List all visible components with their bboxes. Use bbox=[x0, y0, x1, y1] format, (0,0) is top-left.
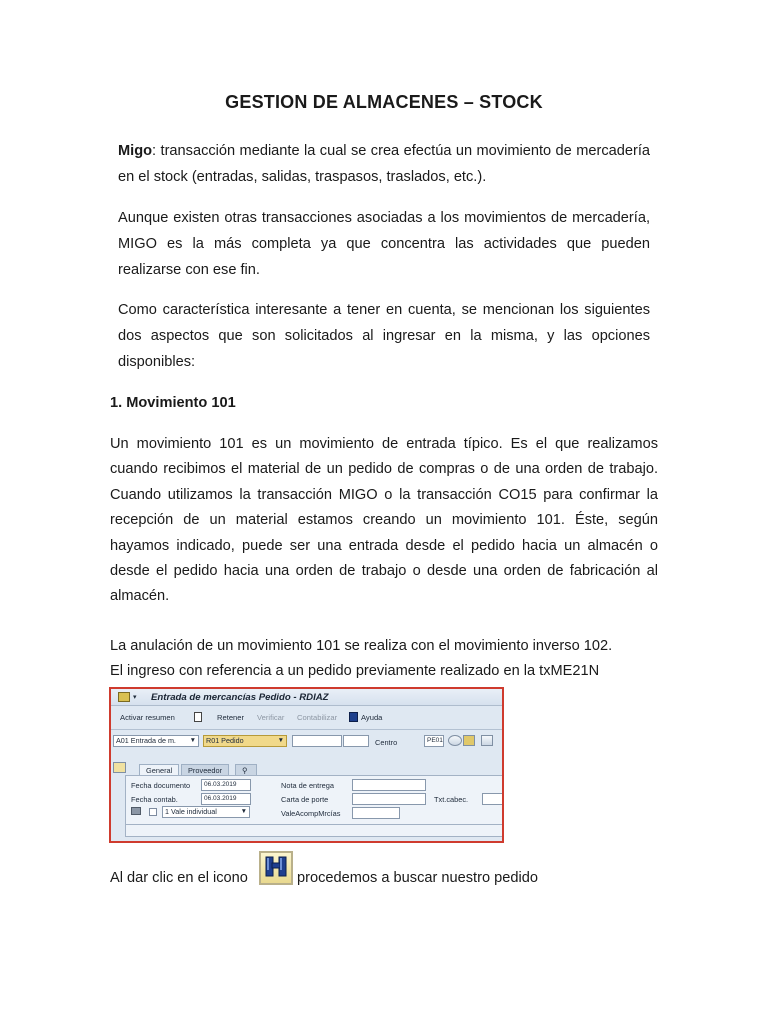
txt-cabec-label: Txt.cabec. bbox=[434, 795, 469, 804]
tab-general[interactable]: General bbox=[139, 764, 179, 776]
grid-icon[interactable] bbox=[481, 735, 493, 746]
search-binoculars-icon bbox=[259, 851, 293, 885]
action-select-value: A01 Entrada de m. bbox=[116, 736, 176, 745]
sap-menu-icon[interactable] bbox=[118, 692, 130, 702]
tab-proveedor[interactable]: Proveedor bbox=[181, 764, 229, 776]
chevron-down-icon: ▼ bbox=[240, 808, 247, 815]
print-checkbox[interactable] bbox=[149, 808, 157, 816]
document-icon[interactable] bbox=[194, 712, 202, 722]
sap-toolbar bbox=[111, 709, 502, 727]
verificar-button[interactable]: Verificar bbox=[257, 713, 285, 722]
centro-label: Centro bbox=[375, 738, 398, 747]
sap-menu-arrow-icon: ▾ bbox=[133, 694, 137, 701]
fecha-contab-input[interactable]: 06.03.2019 bbox=[201, 793, 251, 805]
refresh-icon[interactable] bbox=[448, 735, 462, 746]
vale-acomp-label: ValeAcompMrcías bbox=[281, 809, 341, 818]
binoculars-tab-icon[interactable]: ⚲ bbox=[235, 764, 257, 776]
line-ingreso: El ingreso con referencia a un pedido previamente realizado en la txME21N bbox=[110, 663, 600, 679]
help-icon[interactable] bbox=[349, 712, 358, 722]
intro-term: Migo bbox=[118, 143, 153, 159]
sap-divider bbox=[111, 729, 502, 730]
intro-definition: : transacción mediante la cual se crea efectúa un movimiento de mercadería en el stock (entradas, salidas, traspasos, traslados, etc.). bbox=[118, 143, 650, 185]
document-title: GESTION DE ALMACENES – STOCK bbox=[225, 92, 543, 112]
sap-general-panel bbox=[125, 775, 503, 837]
retener-button[interactable]: Retener bbox=[217, 713, 245, 722]
binoculars-glyph-icon bbox=[261, 853, 291, 883]
vale-select[interactable] bbox=[162, 806, 250, 818]
fecha-contab-label: Fecha contab. bbox=[131, 795, 178, 804]
panel-divider bbox=[126, 824, 502, 825]
reference-select-value: R01 Pedido bbox=[206, 736, 244, 745]
txt-cabec-input[interactable] bbox=[482, 793, 504, 805]
ayuda-button[interactable]: Ayuda bbox=[361, 713, 383, 722]
purchase-order-input[interactable] bbox=[292, 735, 342, 747]
contabilizar-button[interactable]: Contabilizar bbox=[297, 713, 338, 722]
section-heading-movimiento-101: 1. Movimiento 101 bbox=[110, 395, 236, 411]
vale-select-value: 1 Vale individual bbox=[165, 807, 217, 816]
chevron-down-icon: ▼ bbox=[277, 737, 284, 744]
carta-porte-input[interactable] bbox=[352, 793, 426, 805]
nota-entrega-input[interactable] bbox=[352, 779, 426, 791]
action-select[interactable] bbox=[113, 735, 199, 747]
fecha-documento-label: Fecha documento bbox=[131, 781, 191, 790]
paragraph-migo: Aunque existen otras transacciones asociadas a los movimientos de mercadería, MIGO es la más completa ya que concentra las actividades que pueden realizarse con ese fin. bbox=[118, 210, 650, 278]
printer-icon[interactable] bbox=[131, 807, 141, 815]
sap-titlebar bbox=[111, 689, 502, 706]
activar-resumen-button[interactable]: Activar resumen bbox=[120, 713, 175, 722]
line-anulacion: La anulación de un movimiento 101 se realiza con el movimiento inverso 102. bbox=[110, 638, 613, 654]
item-input[interactable] bbox=[343, 735, 369, 747]
intro-paragraph bbox=[118, 138, 650, 190]
carta-porte-label: Carta de porte bbox=[281, 795, 329, 804]
paragraph-caracteristica: Como característica interesante a tener en cuenta, se mencionan los siguientes dos aspectos que son solicitados al ingresar en la misma, y las opciones disponibles: bbox=[118, 302, 650, 370]
centro-input[interactable]: PE01 bbox=[424, 735, 444, 747]
nota-entrega-label: Nota de entrega bbox=[281, 781, 335, 790]
reference-select[interactable] bbox=[203, 735, 287, 747]
section-body-movimiento-101: Un movimiento 101 es un movimiento de entrada típico. Es el que realizamos cuando recibimos el material de un pedido de compras o de una orden de trabajo. Cuando utilizamos la transacción MIGO o la transacción CO15 para confirmar la recepción de un material estamos creando un movimiento 101. Éste, según hayamos indicado, puede ser una entrada desde el pedido hacia un almacén o desde el pedido hacia una orden de trabajo o desde una orden de fabricación al almacén. bbox=[110, 436, 658, 605]
line-clic-icono: Al dar clic en el icono bbox=[110, 870, 248, 886]
sap-screenshot bbox=[109, 687, 504, 843]
vale-acomp-input[interactable] bbox=[352, 807, 400, 819]
fecha-documento-input[interactable]: 06.03.2019 bbox=[201, 779, 251, 791]
sap-window-title: Entrada de mercancías Pedido - RDIAZ bbox=[151, 692, 329, 703]
line-buscar-pedido: procedemos a buscar nuestro pedido bbox=[297, 870, 538, 886]
search-binoculars-icon[interactable] bbox=[463, 735, 475, 746]
chevron-down-icon: ▼ bbox=[189, 737, 196, 744]
